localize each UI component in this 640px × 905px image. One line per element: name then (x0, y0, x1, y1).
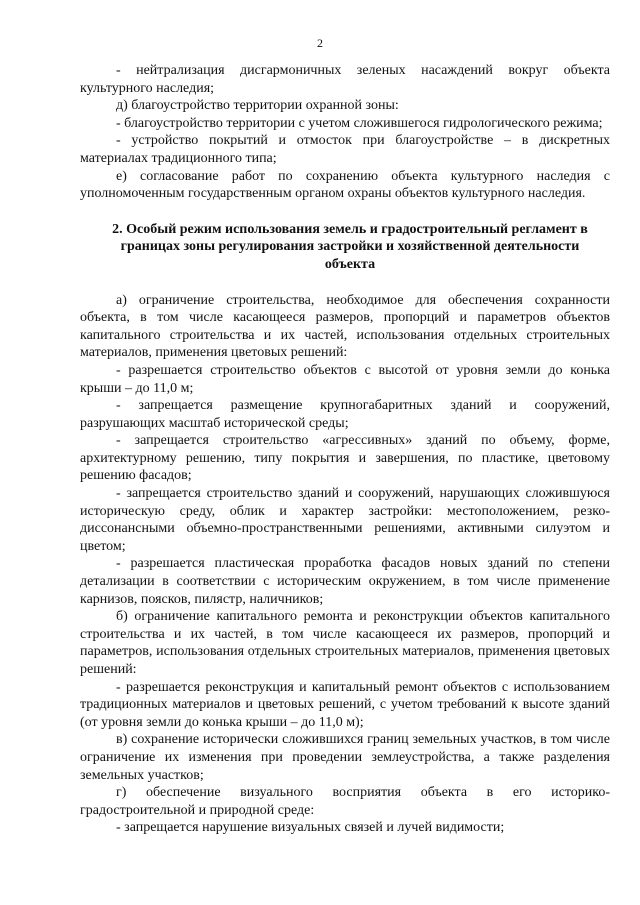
paragraph: - запрещается строительство «агрессивных» зданий по объему, форме, архитектурному решению, типу покрытия и завершения, по пластике, цветовому решению фасадов; (80, 433, 610, 484)
page-number: 2 (317, 36, 323, 50)
paragraph: в) сохранение исторически сложившихся границ земельных участков, в том числе ограничение их изменения при проведении землеустройства, а также разделения земельных участков; (80, 732, 610, 783)
section-heading: 2. Особый режим использования земель и градостроительный регламент в границах зоны регулирования застройки и хозяйственной деятельности объекта (112, 221, 588, 272)
paragraph: - разрешается реконструкция и капитальный ремонт объектов с использованием традиционных материалов и цветовых решений, с учетом требований к высоте зданий (от уровня земли до конька крыши – до 11,0 м); (80, 679, 610, 730)
paragraph: - разрешается строительство объектов с высотой от уровня земли до конька крыши – до 11,0 м; (80, 362, 610, 396)
paragraph: г) обеспечение визуального восприятия объекта в его историко-градостроительной и природной среде: (80, 785, 610, 818)
paragraph: - разрешается пластическая проработка фасадов новых зданий по степени детализации в соответствии с историческим окружением, в том числе применение карнизов, поясков, пилястр, наличников; (80, 556, 610, 607)
document-body (80, 62, 610, 837)
paragraph: е) согласование работ по сохранению объекта культурного наследия с уполномоченным государственным органом охраны объектов культурного наследия. (80, 168, 610, 202)
paragraph: б) ограничение капитального ремонта и реконструкции объектов капитального строительства и их частей, в том числе касающееся их размеров, пропорций и параметров, использования отдельных строительных материалов, применения цветовых решений: (80, 609, 610, 677)
paragraph: а) ограничение строительства, необходимое для обеспечения сохранности объекта, в том числе касающееся размеров, пропорций и параметров объектов капитального строительства и их частей, использования отдельных строительных материалов, применения цветовых решений: (80, 292, 610, 361)
paragraph: - устройство покрытий и отмосток при благоустройстве – в дискретных материалах традиционного типа; (80, 133, 610, 166)
paragraph: - нейтрализация дисгармоничных зеленых насаждений вокруг объекта культурного наследия; (80, 63, 610, 96)
paragraph: - благоустройство территории с учетом сложившегося гидрологического режима; (116, 115, 603, 131)
paragraph: - запрещается размещение крупногабаритных зданий и сооружений, разрушающих масштаб исторической среды; (80, 398, 610, 431)
paragraph: - запрещается нарушение визуальных связей и лучей видимости; (116, 820, 505, 836)
paragraph: д) благоустройство территории охранной зоны: (116, 98, 399, 114)
paragraph: - запрещается строительство зданий и сооружений, нарушающих сложившуюся историческую среду, облик и характер застройки: местоположением, резко-диссонансными объемно-пространственными решениями, активными силуэтом и цветом; (80, 486, 610, 554)
